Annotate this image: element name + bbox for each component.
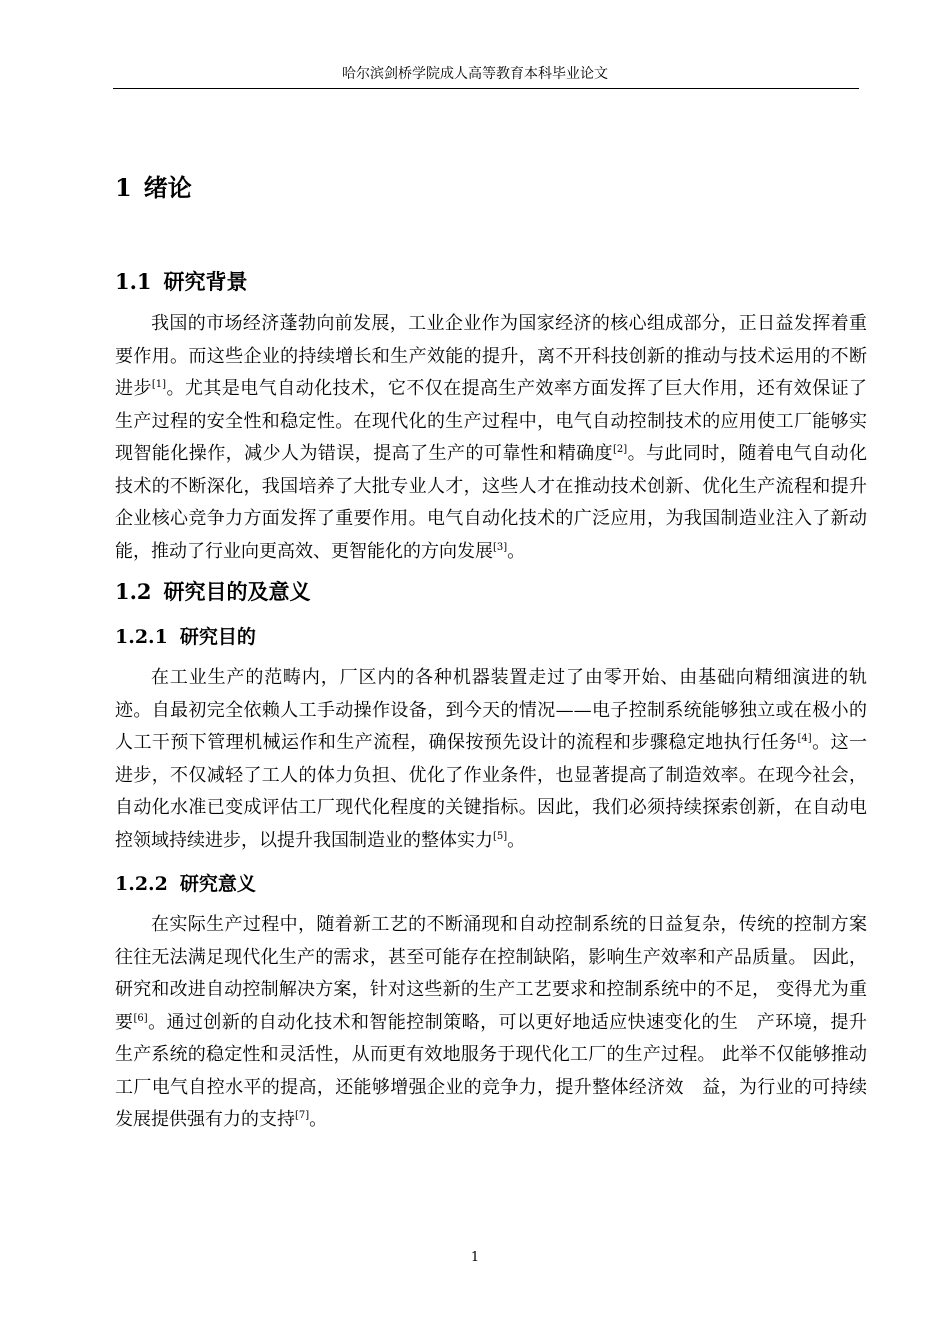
paragraph-research-significance (115, 909, 867, 1137)
section-number: 1.1 (115, 269, 152, 294)
document-body (115, 168, 867, 1137)
citation-5: [5] (493, 830, 508, 842)
subsection-title: 研究意义 (179, 873, 256, 895)
section-heading-1-1 (115, 266, 867, 298)
page-number: 1 (470, 1250, 480, 1265)
text-run: 在实际生产过程中，随着新工艺的不断涌现和自动控制系统的日益复杂，传统的控制方案往往无法满足现代化生产的需求，甚至可能存在控制缺陷，影响生产效率和产品质量。 因此，研究和改进自动控制解决方案，针对这些新的生产工艺要求和控制系统中的不足， 变得尤为重要 (115, 914, 867, 1033)
section-number: 1.2 (115, 579, 152, 604)
paragraph-research-background (115, 308, 867, 568)
header-divider (113, 88, 859, 89)
subsection-number: 1.2.2 (115, 873, 168, 895)
text-run: 我国的市场经济蓬勃向前发展，工业企业作为国家经济的核心组成部分，正日益发挥着重要作用。而这些企业的持续增长和生产效能的提升，离不开科技创新的推动与技术运用的不断进步 (115, 313, 867, 399)
citation-1: [1] (151, 379, 167, 390)
citation-4: [4] (797, 733, 812, 744)
subsection-heading-1-2-2 (115, 869, 867, 899)
section-title: 研究背景 (163, 269, 248, 294)
text-run: 。 (507, 829, 526, 851)
paragraph-research-purpose (115, 662, 867, 857)
text-run: 。与此同时，随着电气自动化技术的不断深化，我国培养了大批专业人才，这些人才在推动技术创新、优化生产流程和提升企业核心竞争力方面发挥了重要作用。电气自动化技术的广泛应用，为我国制造业注入了新动能，推动了行业向更高效、更智能化的方向发展 (115, 443, 867, 562)
section-title: 研究目的及意义 (163, 579, 311, 604)
text-run: 。通过创新的自动化技术和智能控制策略，可以更好地适应快速变化的生 产环境，提升生产系统的稳定性和灵活性，从而更有效地服务于现代化工厂的生产过程。 此举不仅能够推动工厂电气自控水平的提高，还能够增强企业的竞争力，提升整体经济效 益，为行业的可持续发展提供强有力的支持 (115, 1011, 868, 1130)
citation-6: [6] (133, 1012, 148, 1024)
citation-3: [3] (493, 541, 508, 553)
chapter-number: 1 (115, 173, 132, 202)
citation-2: [2] (613, 444, 628, 455)
text-run: 。 (507, 540, 526, 562)
subsection-heading-1-2-1 (115, 622, 867, 652)
text-run: 在工业生产的范畴内，厂区内的各种机器装置走过了由零开始、由基础向精细演进的轨迹。自最初完全依赖人工手动操作设备，到今天的情况——电子控制系统能够独立或在极小的人工干预下管理机械运作和生产流程，确保按预先设计的流程和步骤稳定地执行任务 (115, 667, 867, 753)
running-header: 哈尔滨剑桥学院成人高等教育本科毕业论文 (342, 66, 608, 82)
subsection-title: 研究目的 (179, 626, 256, 648)
text-run: 。 (309, 1109, 328, 1130)
chapter-heading (115, 168, 867, 208)
citation-7: [7] (295, 1110, 310, 1121)
text-run: 。尤其是电气自动化技术，它不仅在提高生产效率方面发挥了巨大作用，还有效保证了生产过程的安全性和稳定性。在现代化的生产过程中，电气自动控制技术的应用使工厂能够实现智能化操作，减少人为错误，提高了生产的可靠性和精确度 (115, 378, 868, 464)
text-run: 。这一进步，不仅减轻了工人的体力负担、优化了作业条件，也显著提高了制造效率。在现今社会， 自动化水准已变成评估工厂现代化程度的关键指标。因此，我们必须持续探索创新，在自动电控领域持续进步，以提升我国制造业的整体实力 (115, 732, 868, 851)
chapter-title: 绪论 (143, 173, 192, 202)
subsection-number: 1.2.1 (115, 626, 168, 648)
section-heading-1-2 (115, 576, 867, 608)
